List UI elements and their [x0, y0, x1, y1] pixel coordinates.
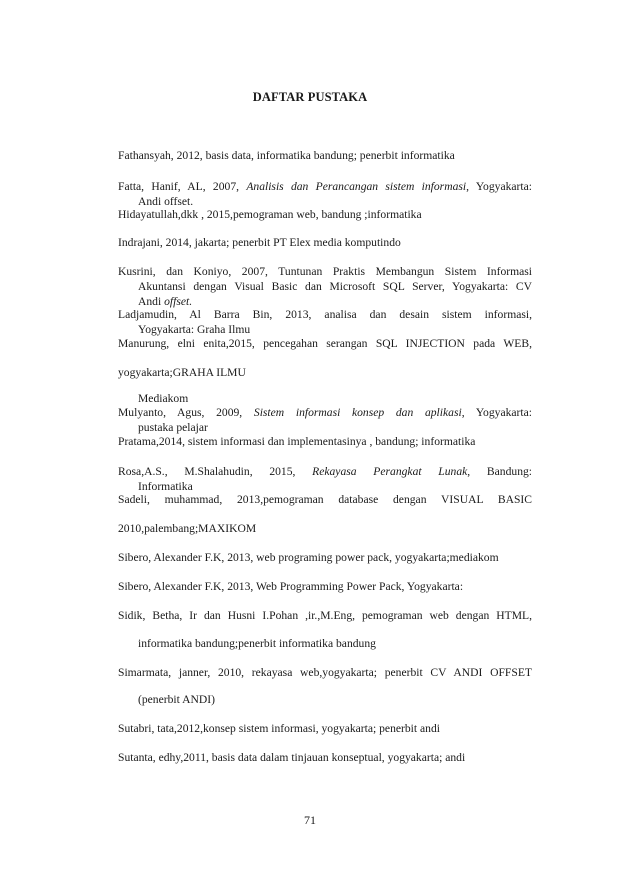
reference-sutabri: Sutabri, tata,2012,konsep sistem informasi, yogyakarta; penerbit andi	[118, 722, 440, 735]
reference-sadeli: Sadeli, muhammad, 2013,pemograman database dengan VISUAL BASIC	[118, 493, 532, 506]
reference-fathansyah: Fathansyah, 2012, basis data, informatika bandung; penerbit informatika	[118, 149, 455, 162]
reference-sadeli-continued: 2010,palembang;MAXIKOM	[118, 522, 257, 535]
reference-hidayatullah: Hidayatullah,dkk , 2015,pemograman web, bandung ;informatika	[118, 208, 422, 221]
reference-sidik: Sidik, Betha, Ir dan Husni I.Pohan ,ir.,M.Eng, pemograman web dengan HTML,	[118, 609, 532, 622]
reference-pratama: Pratama,2014, sistem informasi dan implementasinya , bandung; informatika	[118, 435, 476, 448]
page-title: DAFTAR PUSTAKA	[252, 90, 368, 104]
reference-indrajani: Indrajani, 2014, jakarta; penerbit PT Elex media komputindo	[118, 236, 401, 249]
reference-sibero-2: Sibero, Alexander F.K, 2013, Web Programming Power Pack, Yogyakarta:	[118, 580, 464, 593]
reference-fatta: Fatta, Hanif, AL, 2007, Analisis dan Perancangan sistem informasi, Yogyakarta: Andi offset.	[118, 180, 532, 208]
reference-manurung-publisher: Mediakom	[138, 392, 189, 405]
reference-sibero-1: Sibero, Alexander F.K, 2013, web programing power pack, yogyakarta;mediakom	[118, 551, 499, 564]
reference-simarmata-continued: (penerbit ANDI)	[138, 693, 215, 706]
page-number: 71	[304, 813, 316, 827]
reference-mulyanto: Mulyanto, Agus, 2009, Sistem informasi konsep dan aplikasi, Yogyakarta: pustaka pelajar	[118, 406, 532, 434]
reference-kusrini: Kusrini, dan Koniyo, 2007, Tuntunan Praktis Membangun Sistem Informasi Akuntansi dengan Visual Basic dan Microsoft SQL Server, Yogyakarta: CV Andi offset.	[118, 265, 532, 308]
reference-sutanta: Sutanta, edhy,2011, basis data dalam tinjauan konseptual, yogyakarta; andi	[118, 751, 466, 764]
reference-rosa: Rosa,A.S., M.Shalahudin, 2015, Rekayasa Perangkat Lunak, Bandung: Informatika	[118, 465, 533, 493]
reference-manurung: Manurung, elni enita,2015, pencegahan serangan SQL INJECTION pada WEB,	[118, 337, 532, 350]
reference-sidik-continued: informatika bandung;penerbit informatika bandung	[138, 637, 376, 650]
reference-manurung-continued: yogyakarta;GRAHA ILMU	[118, 366, 246, 379]
reference-simarmata: Simarmata, janner, 2010, rekayasa web,yogyakarta; penerbit CV ANDI OFFSET	[118, 666, 532, 679]
reference-ladjamudin: Ladjamudin, Al Barra Bin, 2013, analisa dan desain sistem informasi, Yogyakarta: Graha Ilmu	[118, 308, 532, 336]
